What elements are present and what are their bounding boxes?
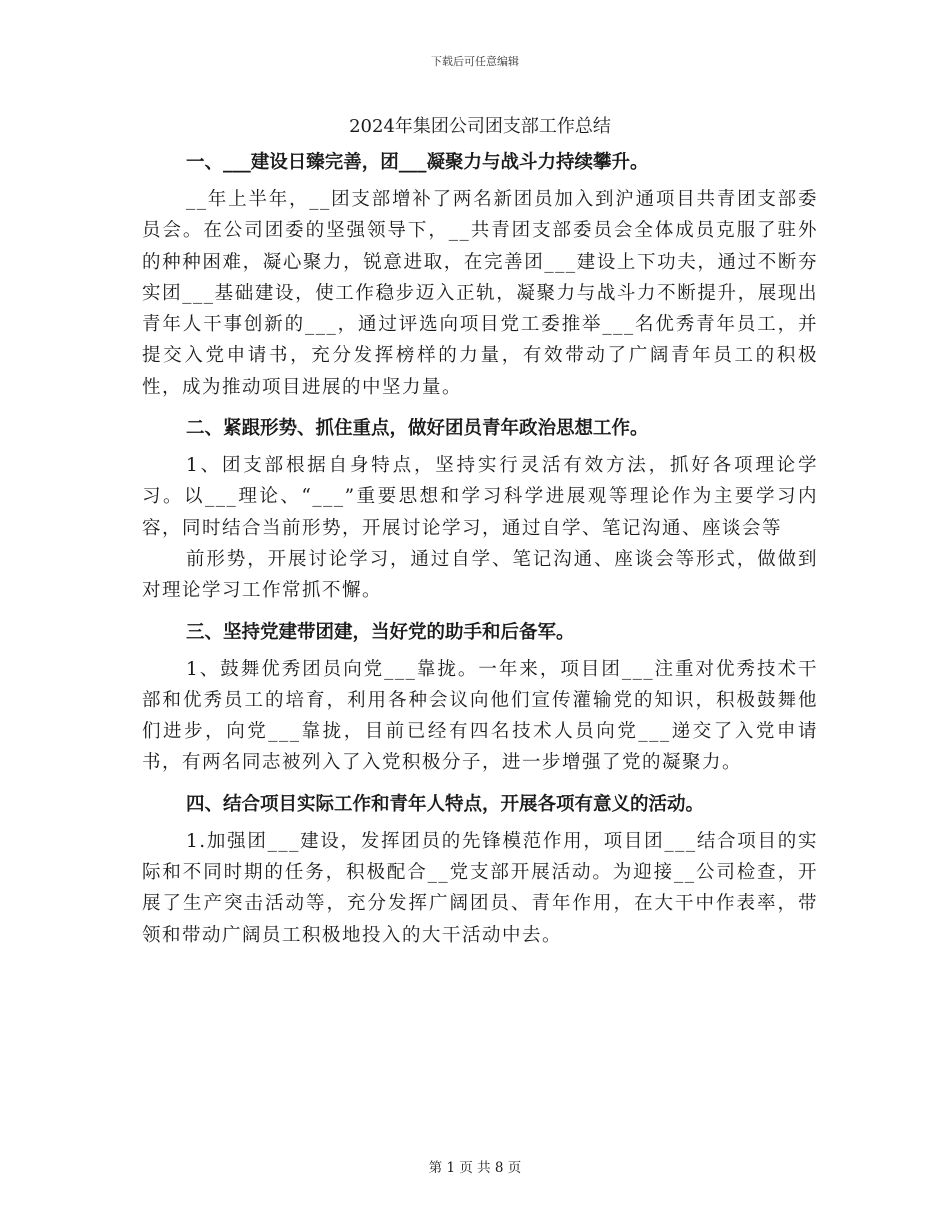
section-heading-3: 三、坚持党建带团建，当好党的助手和后备军。 [186,621,575,643]
section-1-paragraph-1: __年上半年，__团支部增补了两名新团员加入到沪通项目共青团支部委员会。在公司团委的坚强领导下，__共青团支部委员会全体成员克服了驻外的种种困难，凝心聚力，锐意进取，在完善团___建设上下功夫，通过不断夯实团___基础建设，使工作稳步迈入正轨，凝聚力与战斗力不断提升，展现出青年人干事创新的___，通过评选向项目党工委推举___名优秀青年员工，并提交入党申请书，充分发挥榜样的力量，有效带动了广阔青年员工的积极性，成为推动项目进展的中坚力量。 [142,189,818,398]
section-heading-1: 一、___建设日臻完善，团___凝聚力与战斗力持续攀升。 [186,152,649,173]
section-2-paragraph-2: 前形势，开展讨论学习，通过自学、笔记沟通、座谈会等形式，做做到对理论学习工作常抓不懈。 [142,548,818,602]
section-heading-2: 二、紧跟形势、抓住重点，做好团员青年政治思想工作。 [186,418,649,440]
section-3-paragraph-1: 1、鼓舞优秀团员向党___靠拢。一年来，项目团___注重对优秀技术干部和优秀员工的培育，利用各种会议向他们宣传灌输党的知识，积极鼓舞他们进步，向党___靠拢，目前已经有四名技术人员向党___递交了入党申请书，有两名同志被列入了入党积极分子，进一步增强了党的凝聚力。 [142,658,818,774]
section-4-paragraph-1: 1.加强团___建设，发挥团员的先锋模范作用，项目团___结合项目的实际和不同时期的任务，积极配合__党支部开展活动。为迎接__公司检查，开展了生产突击活动等，充分发挥广阔团员、青年作用，在大干中作表率，带领和带动广阔员工积极地投入的大干活动中去。 [142,830,818,946]
section-heading-4: 四、结合项目实际工作和青年人特点，开展各项有意义的活动。 [186,793,705,815]
header-note: 下载后可任意编辑 [431,55,519,68]
page-footer: 第 1 页 共 8 页 [428,1160,522,1176]
section-2-paragraph-1: 1、团支部根据自身特点，坚持实行灵活有效方法，抓好各项理论学习。以___理论、“___”重要思想和学习科学进展观等理论作为主要学习内容，同时结合当前形势，开展讨论学习，通过自学、笔记沟通、座谈会等 [142,455,818,539]
document-body [142,112,818,951]
document-title: 2024年集团公司团支部工作总结 [349,116,611,137]
